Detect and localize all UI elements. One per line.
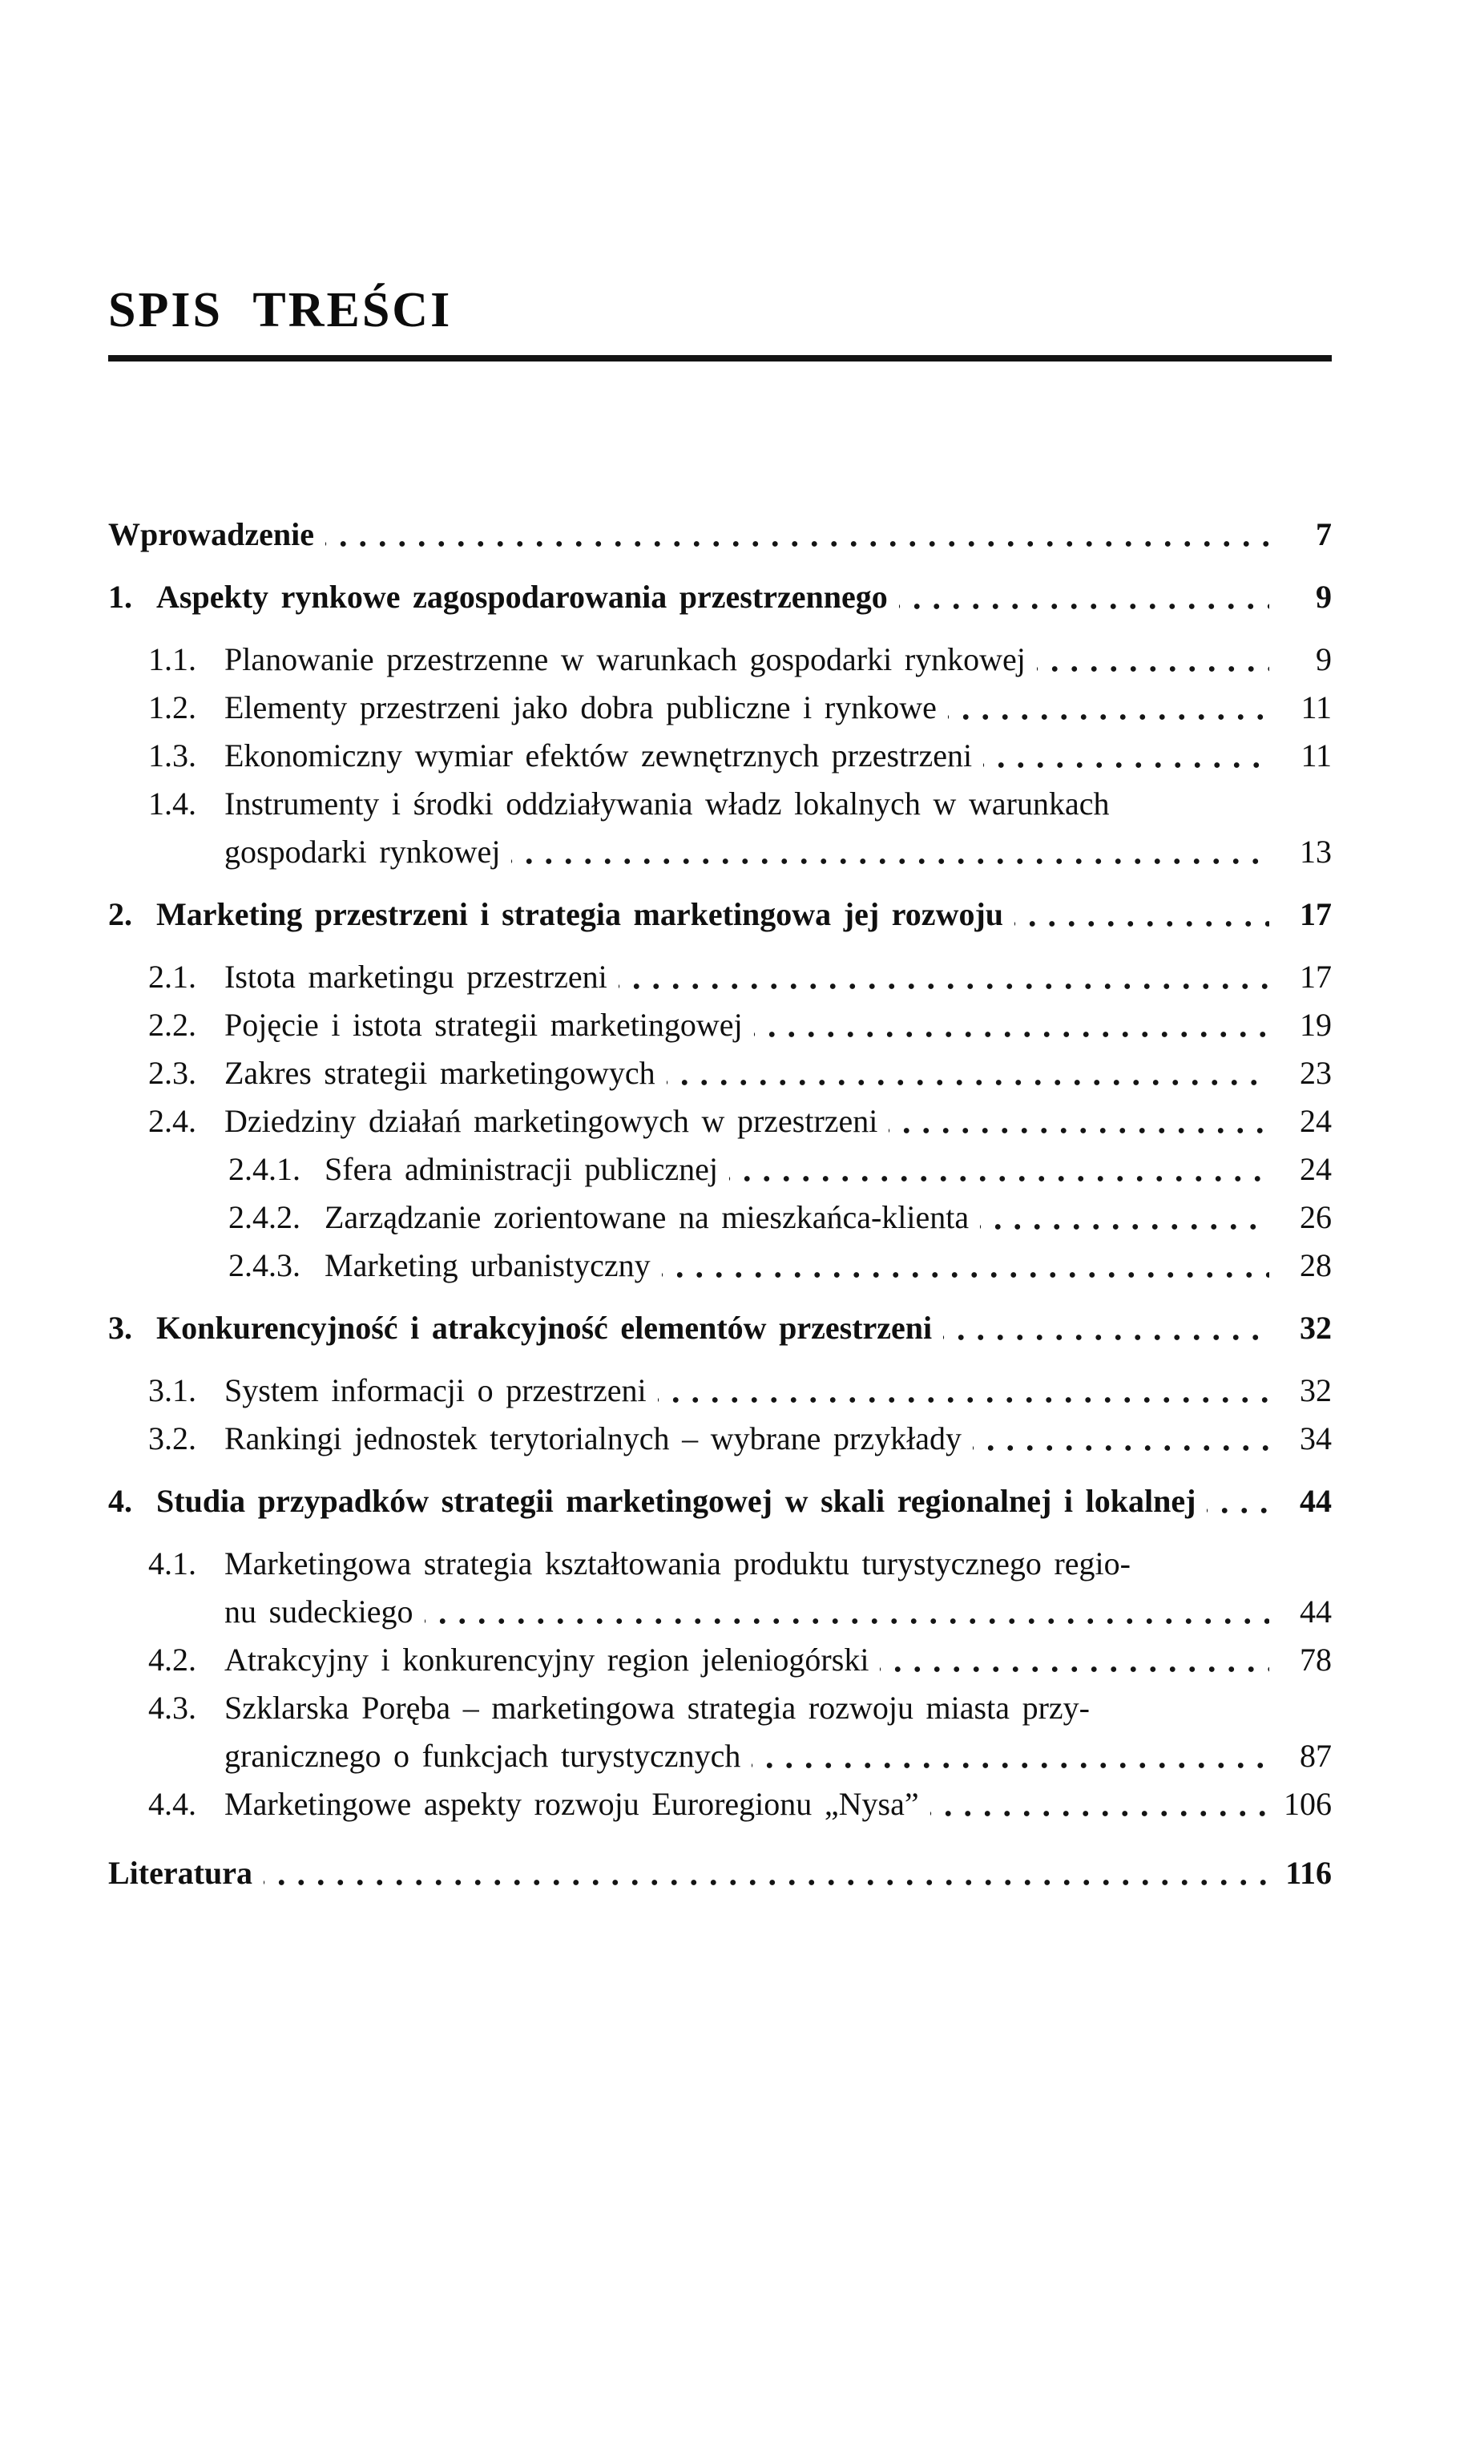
toc-entry-page: 34 bbox=[1300, 1420, 1332, 1456]
toc-entry bbox=[108, 1145, 1332, 1194]
dot-leader bbox=[325, 511, 1269, 559]
toc-entry-page: 44 bbox=[1300, 1483, 1332, 1519]
toc-entry-number: 2.4. bbox=[148, 1103, 196, 1139]
toc-entry-title: Sfera administracji publicznej bbox=[325, 1151, 719, 1187]
dot-leader bbox=[425, 1588, 1269, 1636]
toc-page bbox=[0, 282, 1484, 1897]
toc-entry bbox=[108, 1684, 1332, 1732]
toc-entry-page: 24 bbox=[1300, 1103, 1332, 1139]
dot-leader bbox=[980, 1194, 1269, 1242]
toc-entry-page: 7 bbox=[1316, 516, 1332, 552]
toc-entry bbox=[108, 891, 1332, 939]
toc-entry-page: 19 bbox=[1300, 1007, 1332, 1043]
toc-entry-page: 87 bbox=[1300, 1738, 1332, 1774]
toc-entry-title: Istota marketingu przestrzeni bbox=[224, 959, 607, 995]
toc-entry bbox=[108, 1001, 1332, 1049]
toc-entry-number: 4.3. bbox=[148, 1690, 196, 1726]
toc-entry-page: 9 bbox=[1316, 641, 1332, 677]
toc-entry-title: Szklarska Poręba – marketingowa strategia rozwoju miasta przy- bbox=[224, 1690, 1090, 1726]
toc-entry-page: 11 bbox=[1301, 689, 1332, 725]
toc-entry-number: 1.3. bbox=[148, 737, 196, 774]
toc-entry-number: 2.4.3. bbox=[228, 1247, 300, 1283]
dot-leader bbox=[658, 1367, 1269, 1415]
dot-leader bbox=[667, 1049, 1269, 1097]
toc-entry-number: 2.4.2. bbox=[228, 1199, 300, 1235]
dot-leader bbox=[619, 953, 1269, 1001]
toc-entry-continuation bbox=[108, 828, 1332, 876]
toc-entry-number: 1.1. bbox=[148, 641, 196, 677]
toc-entry-page: 28 bbox=[1300, 1247, 1332, 1283]
dot-leader bbox=[662, 1242, 1269, 1290]
dot-leader bbox=[511, 828, 1269, 876]
toc-entry-title: Elementy przestrzeni jako dobra publiczne i rynkowe bbox=[224, 689, 937, 725]
toc-entry-number: 1.2. bbox=[148, 689, 196, 725]
dot-leader bbox=[1037, 636, 1269, 684]
toc-entry-number: 2.4.1. bbox=[228, 1151, 300, 1187]
dot-leader bbox=[880, 1636, 1269, 1684]
toc-entry-title: System informacji o przestrzeni bbox=[224, 1372, 647, 1408]
toc-entry-continuation bbox=[108, 1732, 1332, 1780]
toc-entry-page: 23 bbox=[1300, 1055, 1332, 1091]
dot-leader bbox=[752, 1732, 1269, 1780]
toc-entry-title: Konkurencyjność i atrakcyjność elementów przestrzeni bbox=[156, 1310, 933, 1346]
toc-entry bbox=[108, 1540, 1332, 1588]
title-underline bbox=[108, 355, 1332, 362]
toc-entry-title: Marketing przestrzeni i strategia marketingowa jej rozwoju bbox=[156, 896, 1004, 932]
dot-leader bbox=[899, 573, 1269, 621]
toc-entry-title: Literatura bbox=[108, 1855, 252, 1891]
toc-entry-title: Zakres strategii marketingowych bbox=[224, 1055, 655, 1091]
toc-entry-page: 32 bbox=[1300, 1310, 1332, 1346]
toc-entry bbox=[108, 1242, 1332, 1290]
toc-entry-number: 3.1. bbox=[148, 1372, 196, 1408]
toc-entry bbox=[108, 1367, 1332, 1415]
toc-entry-title: Aspekty rynkowe zagospodarowania przestrzennego bbox=[156, 579, 888, 615]
toc-entry-page: 26 bbox=[1300, 1199, 1332, 1235]
dot-leader bbox=[729, 1145, 1269, 1194]
toc-entry-page: 17 bbox=[1300, 959, 1332, 995]
toc-entry bbox=[108, 1049, 1332, 1097]
toc-entry-page: 32 bbox=[1300, 1372, 1332, 1408]
dot-leader bbox=[983, 732, 1269, 780]
toc-entry-page: 44 bbox=[1300, 1594, 1332, 1630]
toc-entry-title: Atrakcyjny i konkurencyjny region jeleniogórski bbox=[224, 1642, 869, 1678]
toc-entry-title: Rankingi jednostek terytorialnych – wybrane przykłady bbox=[224, 1420, 962, 1456]
toc-entry bbox=[108, 780, 1332, 828]
toc-entry bbox=[108, 573, 1332, 621]
toc-entry-page: 24 bbox=[1300, 1151, 1332, 1187]
toc-entry-title: Zarządzanie zorientowane na mieszkańca-klienta bbox=[325, 1199, 970, 1235]
toc-entry-number: 4. bbox=[108, 1483, 132, 1519]
dot-leader bbox=[930, 1780, 1269, 1828]
toc-entry-page: 9 bbox=[1316, 579, 1332, 615]
toc-entry-title: Pojęcie i istota strategii marketingowej bbox=[224, 1007, 743, 1043]
toc-entry-number: 3. bbox=[108, 1310, 132, 1346]
toc-entry bbox=[108, 1097, 1332, 1145]
toc-entry-title: Dziedziny działań marketingowych w przestrzeni bbox=[224, 1103, 878, 1139]
page-title: SPIS TREŚCI bbox=[108, 283, 453, 337]
toc-entry-number: 2.1. bbox=[148, 959, 196, 995]
toc-entry bbox=[108, 732, 1332, 780]
toc-entry bbox=[108, 1849, 1332, 1897]
toc-entry-title: gospodarki rynkowej bbox=[224, 834, 501, 870]
toc-entry-number: 2. bbox=[108, 896, 132, 932]
toc-entry-number: 2.2. bbox=[148, 1007, 196, 1043]
toc-entry-title: Marketingowa strategia kształtowania produktu turystycznego regio- bbox=[224, 1545, 1131, 1581]
toc-entry-title: Marketing urbanistyczny bbox=[325, 1247, 651, 1283]
toc-entry-number: 2.3. bbox=[148, 1055, 196, 1091]
toc-entry-title: Marketingowe aspekty rozwoju Euroregionu „Nysa” bbox=[224, 1786, 919, 1822]
toc-entry-number: 3.2. bbox=[148, 1420, 196, 1456]
toc-entry-page: 11 bbox=[1301, 737, 1332, 774]
toc-entry bbox=[108, 1636, 1332, 1684]
dot-leader bbox=[754, 1001, 1269, 1049]
toc-entry-title: Planowanie przestrzenne w warunkach gospodarki rynkowej bbox=[224, 641, 1026, 677]
toc-entry-title: Instrumenty i środki oddziaływania władz lokalnych w warunkach bbox=[224, 786, 1110, 822]
toc-entry-title: Ekonomiczny wymiar efektów zewnętrznych przestrzeni bbox=[224, 737, 973, 774]
dot-leader bbox=[948, 684, 1269, 732]
toc-entry bbox=[108, 1304, 1332, 1352]
dot-leader bbox=[1014, 891, 1269, 939]
toc-entry-number: 4.2. bbox=[148, 1642, 196, 1678]
toc-entry-number: 1. bbox=[108, 579, 132, 615]
dot-leader bbox=[973, 1415, 1269, 1463]
toc-entry-continuation bbox=[108, 1588, 1332, 1636]
toc-entry-number: 4.4. bbox=[148, 1786, 196, 1822]
toc-entry-page: 78 bbox=[1300, 1642, 1332, 1678]
toc-entry bbox=[108, 1415, 1332, 1463]
toc-entry-title: nu sudeckiego bbox=[224, 1594, 413, 1630]
toc-entry bbox=[108, 684, 1332, 732]
dot-leader bbox=[1207, 1477, 1269, 1525]
toc-entry bbox=[108, 1477, 1332, 1525]
toc-entry-page: 13 bbox=[1300, 834, 1332, 870]
dot-leader bbox=[264, 1849, 1269, 1897]
toc-entry-page: 106 bbox=[1284, 1786, 1332, 1822]
toc-entry-number: 4.1. bbox=[148, 1545, 196, 1581]
toc-entry bbox=[108, 1780, 1332, 1828]
toc-entry bbox=[108, 511, 1332, 559]
toc-entry-title: granicznego o funkcjach turystycznych bbox=[224, 1738, 741, 1774]
toc-entry bbox=[108, 953, 1332, 1001]
toc-entry-page: 17 bbox=[1300, 896, 1332, 932]
toc-entry-title: Wprowadzenie bbox=[108, 516, 315, 552]
toc-entry-number: 1.4. bbox=[148, 786, 196, 822]
toc-entry-page: 116 bbox=[1285, 1855, 1332, 1891]
table-of-contents bbox=[108, 511, 1332, 1897]
dot-leader bbox=[889, 1097, 1269, 1145]
toc-entry-title: Studia przypadków strategii marketingowej w skali regionalnej i lokalnej bbox=[156, 1483, 1196, 1519]
toc-entry bbox=[108, 1194, 1332, 1242]
toc-entry bbox=[108, 636, 1332, 684]
dot-leader bbox=[943, 1304, 1269, 1352]
